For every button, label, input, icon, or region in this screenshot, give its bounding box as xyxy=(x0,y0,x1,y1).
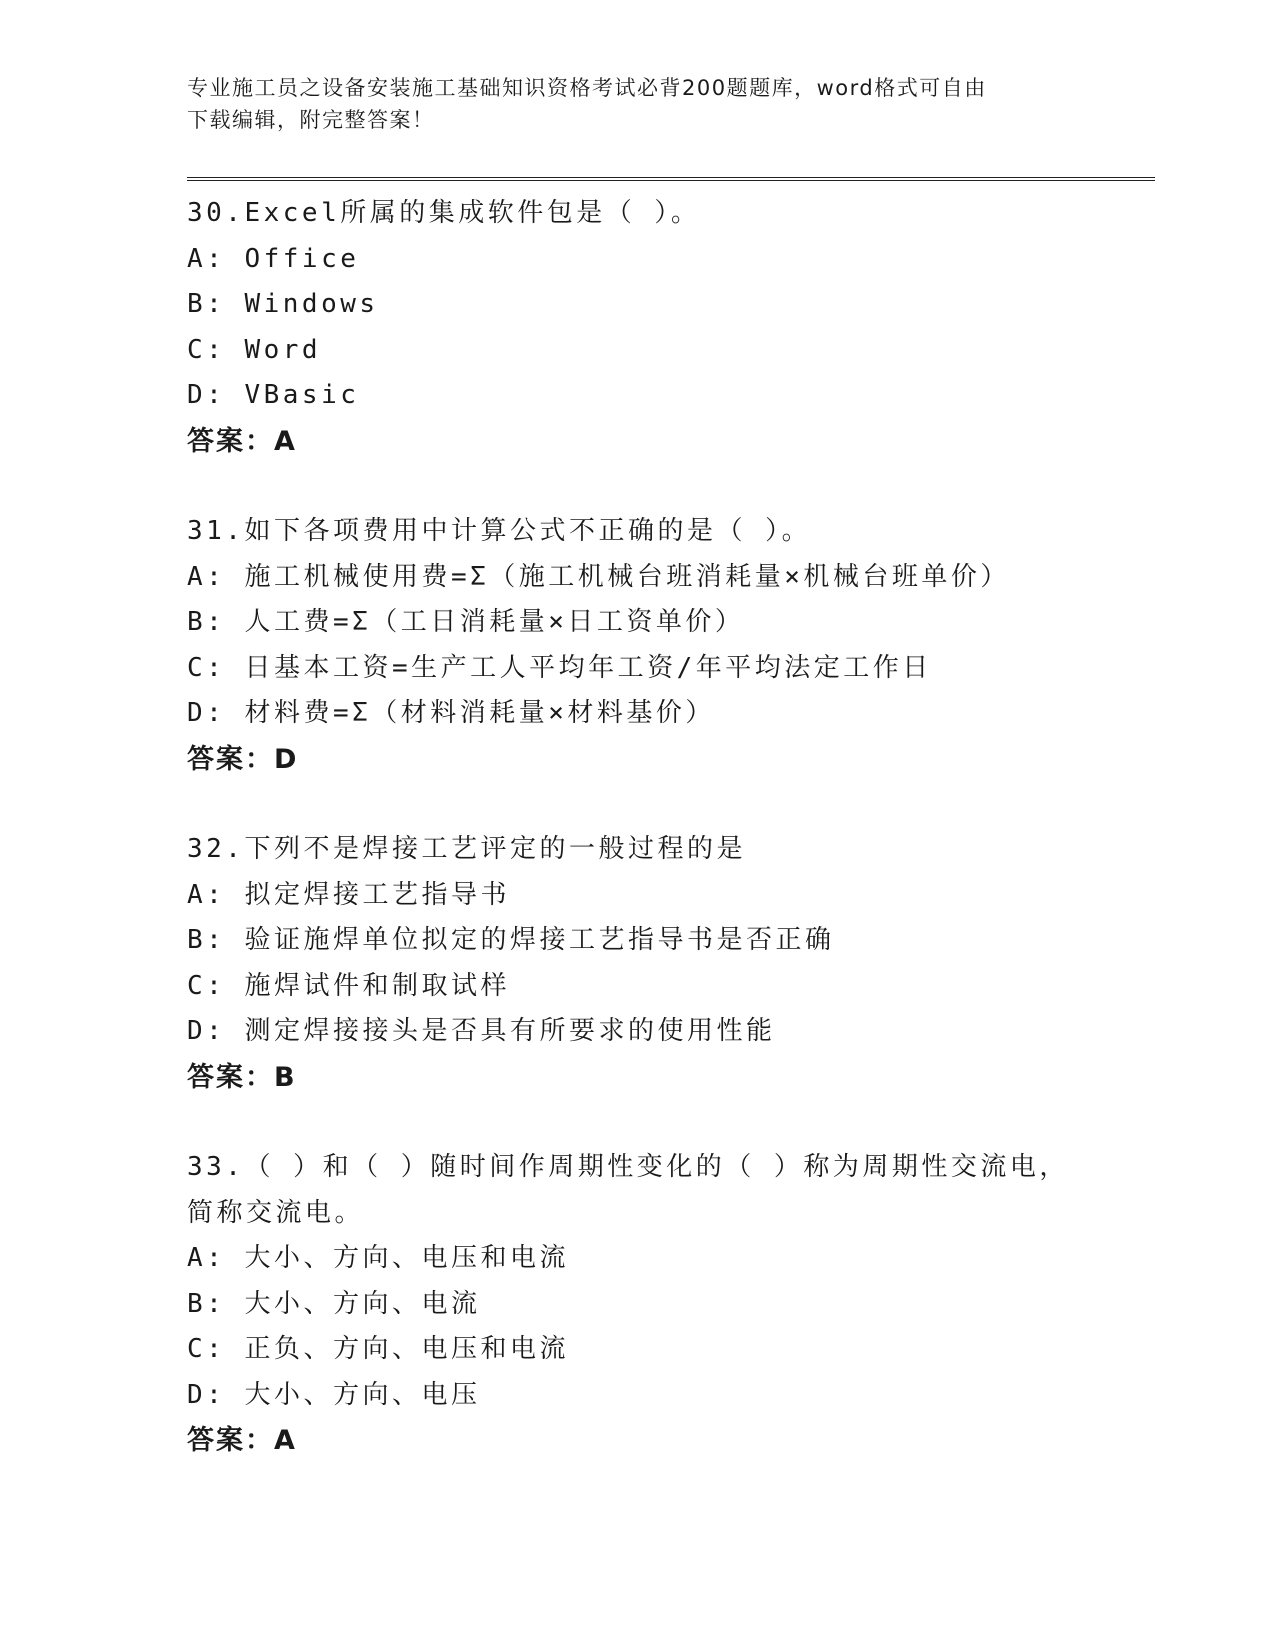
option-c: C: Word xyxy=(187,334,322,365)
question-stem: 30.Excel所属的集成软件包是（ ）。 xyxy=(187,198,701,228)
question-33 xyxy=(187,1145,1087,1464)
option-b: B: 验证施焊单位拟定的焊接工艺指导书是否正确 xyxy=(187,925,835,955)
option-d: D: VBasic xyxy=(187,380,360,410)
question-31 xyxy=(187,509,1087,782)
option-a: A: 拟定焊接工艺指导书 xyxy=(187,879,510,910)
question-32 xyxy=(187,827,1087,1100)
option-a: A: 施工机械使用费=Σ（施工机械台班消耗量×机械台班单价） xyxy=(187,561,1010,592)
document-header xyxy=(187,72,1067,136)
question-stem: 32.下列不是焊接工艺评定的一般过程的是 xyxy=(187,834,746,864)
option-d: D: 大小、方向、电压 xyxy=(187,1379,481,1410)
question-30 xyxy=(187,191,1087,464)
question-list xyxy=(187,191,1087,1509)
option-d: D: 测定焊接接头是否具有所要求的使用性能 xyxy=(187,1016,776,1046)
answer-label: 答案：A xyxy=(187,425,297,457)
question-stem: 33.（ ）和（ ）随时间作周期性变化的（ ）称为周期性交流电，简称交流电。 xyxy=(187,1152,1069,1228)
option-b: B: 人工费=Σ（工日消耗量×日工资单价） xyxy=(187,607,745,637)
header-divider xyxy=(187,177,1155,181)
header-line-1: 专业施工员之设备安装施工基础知识资格考试必背200题题库，word格式可自由 xyxy=(187,76,987,100)
header-line-2: 下载编辑，附完整答案！ xyxy=(187,108,435,132)
answer-label: 答案：A xyxy=(187,1425,297,1456)
option-b: B: Windows xyxy=(187,289,379,319)
option-c: C: 日基本工资=生产工人平均年工资/年平均法定工作日 xyxy=(187,652,932,683)
question-stem: 31.如下各项费用中计算公式不正确的是（ ）。 xyxy=(187,516,812,546)
answer-label: 答案：D xyxy=(187,743,299,775)
option-c: C: 正负、方向、电压和电流 xyxy=(187,1334,569,1364)
option-c: C: 施焊试件和制取试样 xyxy=(187,970,510,1001)
option-a: A: Office xyxy=(187,243,360,274)
option-d: D: 材料费=Σ（材料消耗量×材料基价） xyxy=(187,698,715,728)
answer-label: 答案：B xyxy=(187,1061,297,1093)
option-b: B: 大小、方向、电流 xyxy=(187,1288,481,1319)
option-a: A: 大小、方向、电压和电流 xyxy=(187,1243,569,1273)
